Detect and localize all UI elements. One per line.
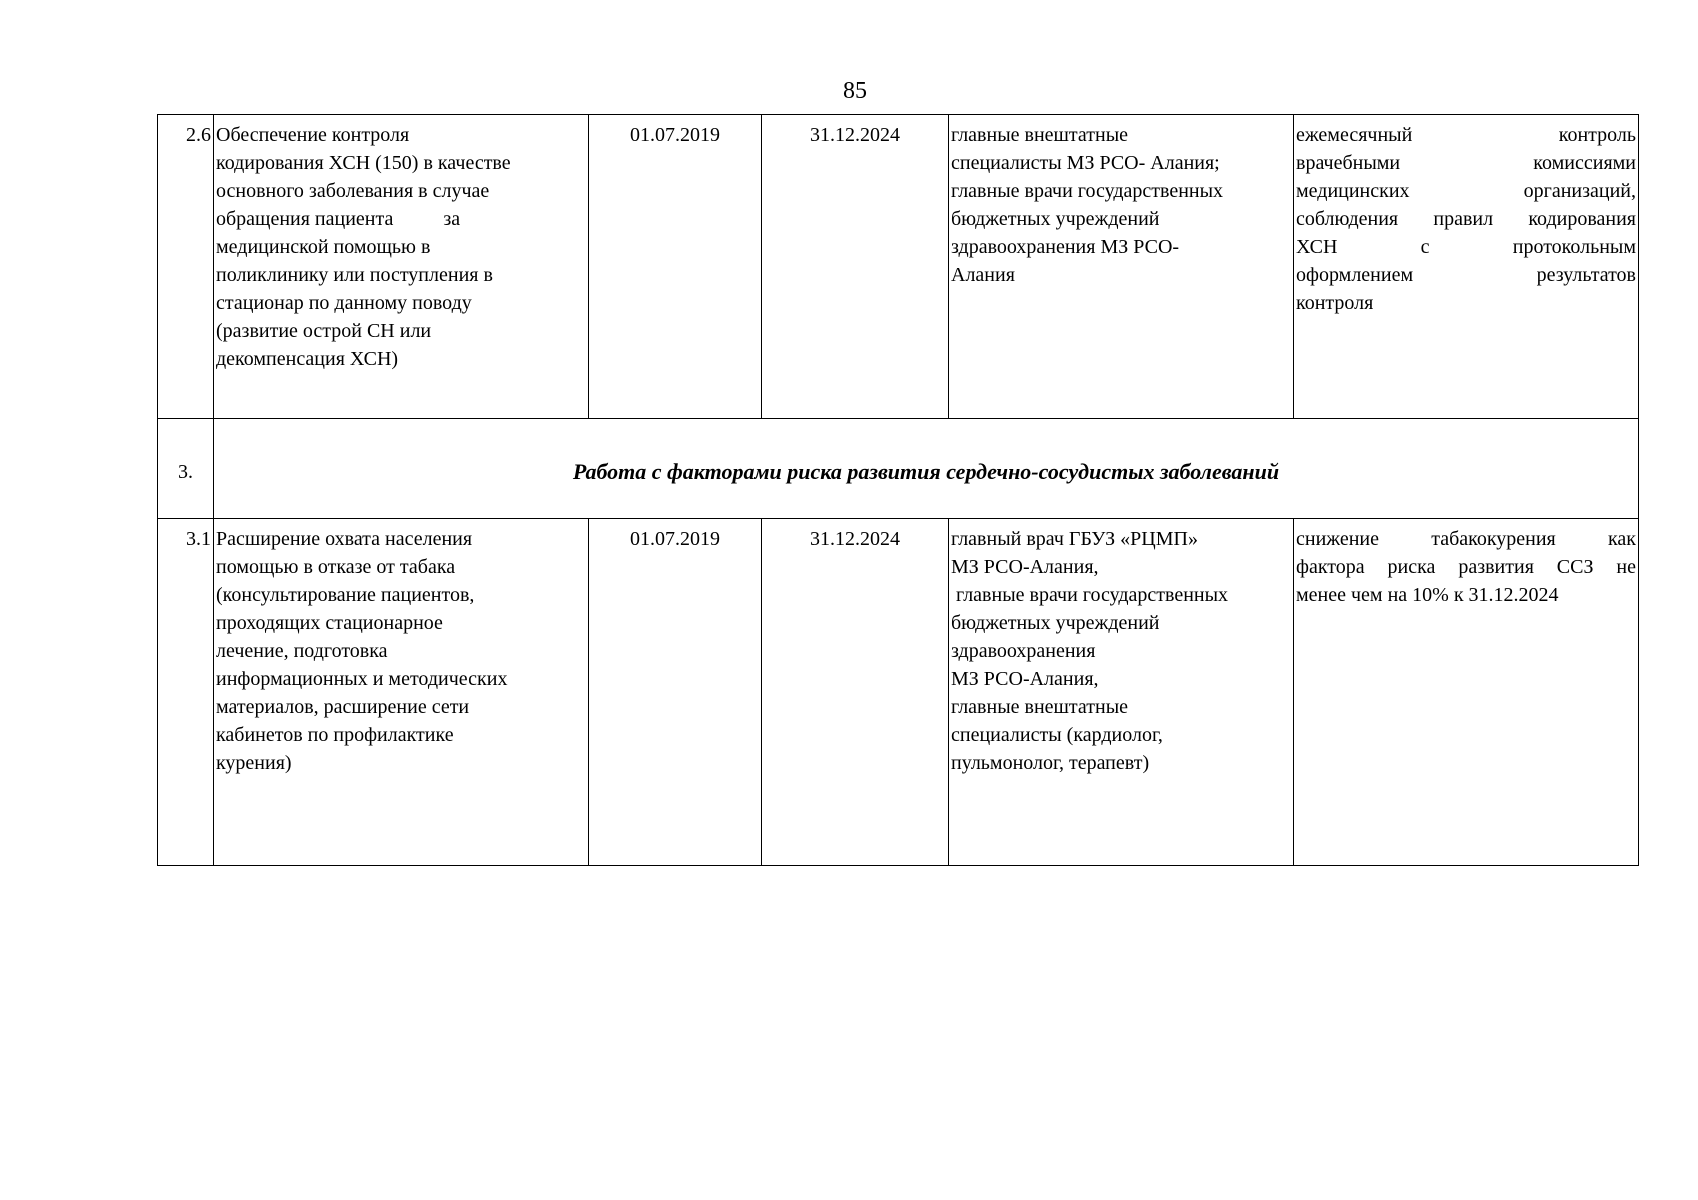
responsible-line: специалисты МЗ РСО- Алания; bbox=[951, 152, 1220, 174]
result-cell bbox=[1294, 519, 1639, 866]
responsible-line: бюджетных учреждений bbox=[951, 208, 1160, 230]
action-line: Расширение охвата населения bbox=[216, 528, 473, 550]
page-number: 85 bbox=[843, 78, 867, 104]
action-plan-table bbox=[157, 114, 1639, 866]
action-line: помощью в отказе от табака bbox=[216, 556, 456, 578]
responsible-line: Алания bbox=[951, 264, 1015, 286]
responsible-line: главные врачи государственных bbox=[951, 584, 1229, 606]
section-row bbox=[158, 419, 1639, 519]
action-line: Обеспечение контроля bbox=[216, 124, 410, 146]
table-row bbox=[158, 115, 1639, 419]
responsible-line: главные внештатные bbox=[951, 696, 1129, 718]
end-date-cell: 31.12.2024 bbox=[762, 519, 949, 866]
action-line: кодирования ХСН (150) в качестве bbox=[216, 152, 511, 174]
result-line: ХСН с протокольным bbox=[1296, 236, 1636, 258]
end-date-cell: 31.12.2024 bbox=[762, 115, 949, 419]
responsible-line: МЗ РСО-Алания, bbox=[951, 668, 1099, 690]
action-cell bbox=[214, 115, 589, 419]
responsible-line: главный врач ГБУЗ «РЦМП» bbox=[951, 528, 1198, 550]
action-line: материалов, расширение сети bbox=[216, 696, 470, 718]
start-date-cell: 01.07.2019 bbox=[589, 519, 762, 866]
result-line: медицинских организаций, bbox=[1296, 180, 1636, 202]
start-date-cell: 01.07.2019 bbox=[589, 115, 762, 419]
action-cell bbox=[214, 519, 589, 866]
result-line: врачебными комиссиями bbox=[1296, 152, 1636, 174]
responsible-line: здравоохранения bbox=[951, 640, 1096, 662]
section-title: Работа с факторами риска развития сердечно-сосудистых заболеваний bbox=[214, 419, 1639, 519]
result-line: оформлением результатов bbox=[1296, 264, 1636, 286]
result-line: фактора риска развития ССЗ не bbox=[1296, 556, 1636, 578]
responsible-line: специалисты (кардиолог, bbox=[951, 724, 1163, 746]
action-line: поликлинику или поступления в bbox=[216, 264, 493, 286]
responsible-line: МЗ РСО-Алания, bbox=[951, 556, 1099, 578]
section-number-cell: 3. bbox=[158, 419, 214, 519]
action-line: информационных и методических bbox=[216, 668, 508, 690]
responsible-cell bbox=[949, 115, 1294, 419]
result-line: соблюдения правил кодирования bbox=[1296, 208, 1636, 230]
result-line: контроля bbox=[1296, 292, 1374, 314]
responsible-line: пульмонолог, терапевт) bbox=[951, 752, 1150, 774]
action-line: (консультирование пациентов, bbox=[216, 584, 475, 606]
action-line: обращения пациента за bbox=[216, 208, 461, 230]
action-line: (развитие острой СН или bbox=[216, 320, 432, 342]
responsible-cell bbox=[949, 519, 1294, 866]
result-line: менее чем на 10% к 31.12.2024 bbox=[1296, 584, 1559, 606]
responsible-line: здравоохранения МЗ РСО- bbox=[951, 236, 1180, 258]
action-line: проходящих стационарное bbox=[216, 612, 443, 634]
row-number-cell: 3.1 bbox=[158, 519, 214, 866]
result-cell bbox=[1294, 115, 1639, 419]
action-line: стационар по данному поводу bbox=[216, 292, 472, 314]
result-line: ежемесячный контроль bbox=[1296, 124, 1636, 146]
action-line: декомпенсация ХСН) bbox=[216, 348, 399, 370]
action-line: лечение, подготовка bbox=[216, 640, 388, 662]
result-line: снижение табакокурения как bbox=[1296, 528, 1636, 550]
row-number-cell: 2.6 bbox=[158, 115, 214, 419]
action-line: медицинской помощью в bbox=[216, 236, 431, 258]
action-line: основного заболевания в случае bbox=[216, 180, 490, 202]
action-line: курения) bbox=[216, 752, 292, 774]
responsible-line: главные внештатные bbox=[951, 124, 1129, 146]
table-row bbox=[158, 519, 1639, 866]
responsible-line: бюджетных учреждений bbox=[951, 612, 1160, 634]
responsible-line: главные врачи государственных bbox=[951, 180, 1224, 202]
action-line: кабинетов по профилактике bbox=[216, 724, 454, 746]
